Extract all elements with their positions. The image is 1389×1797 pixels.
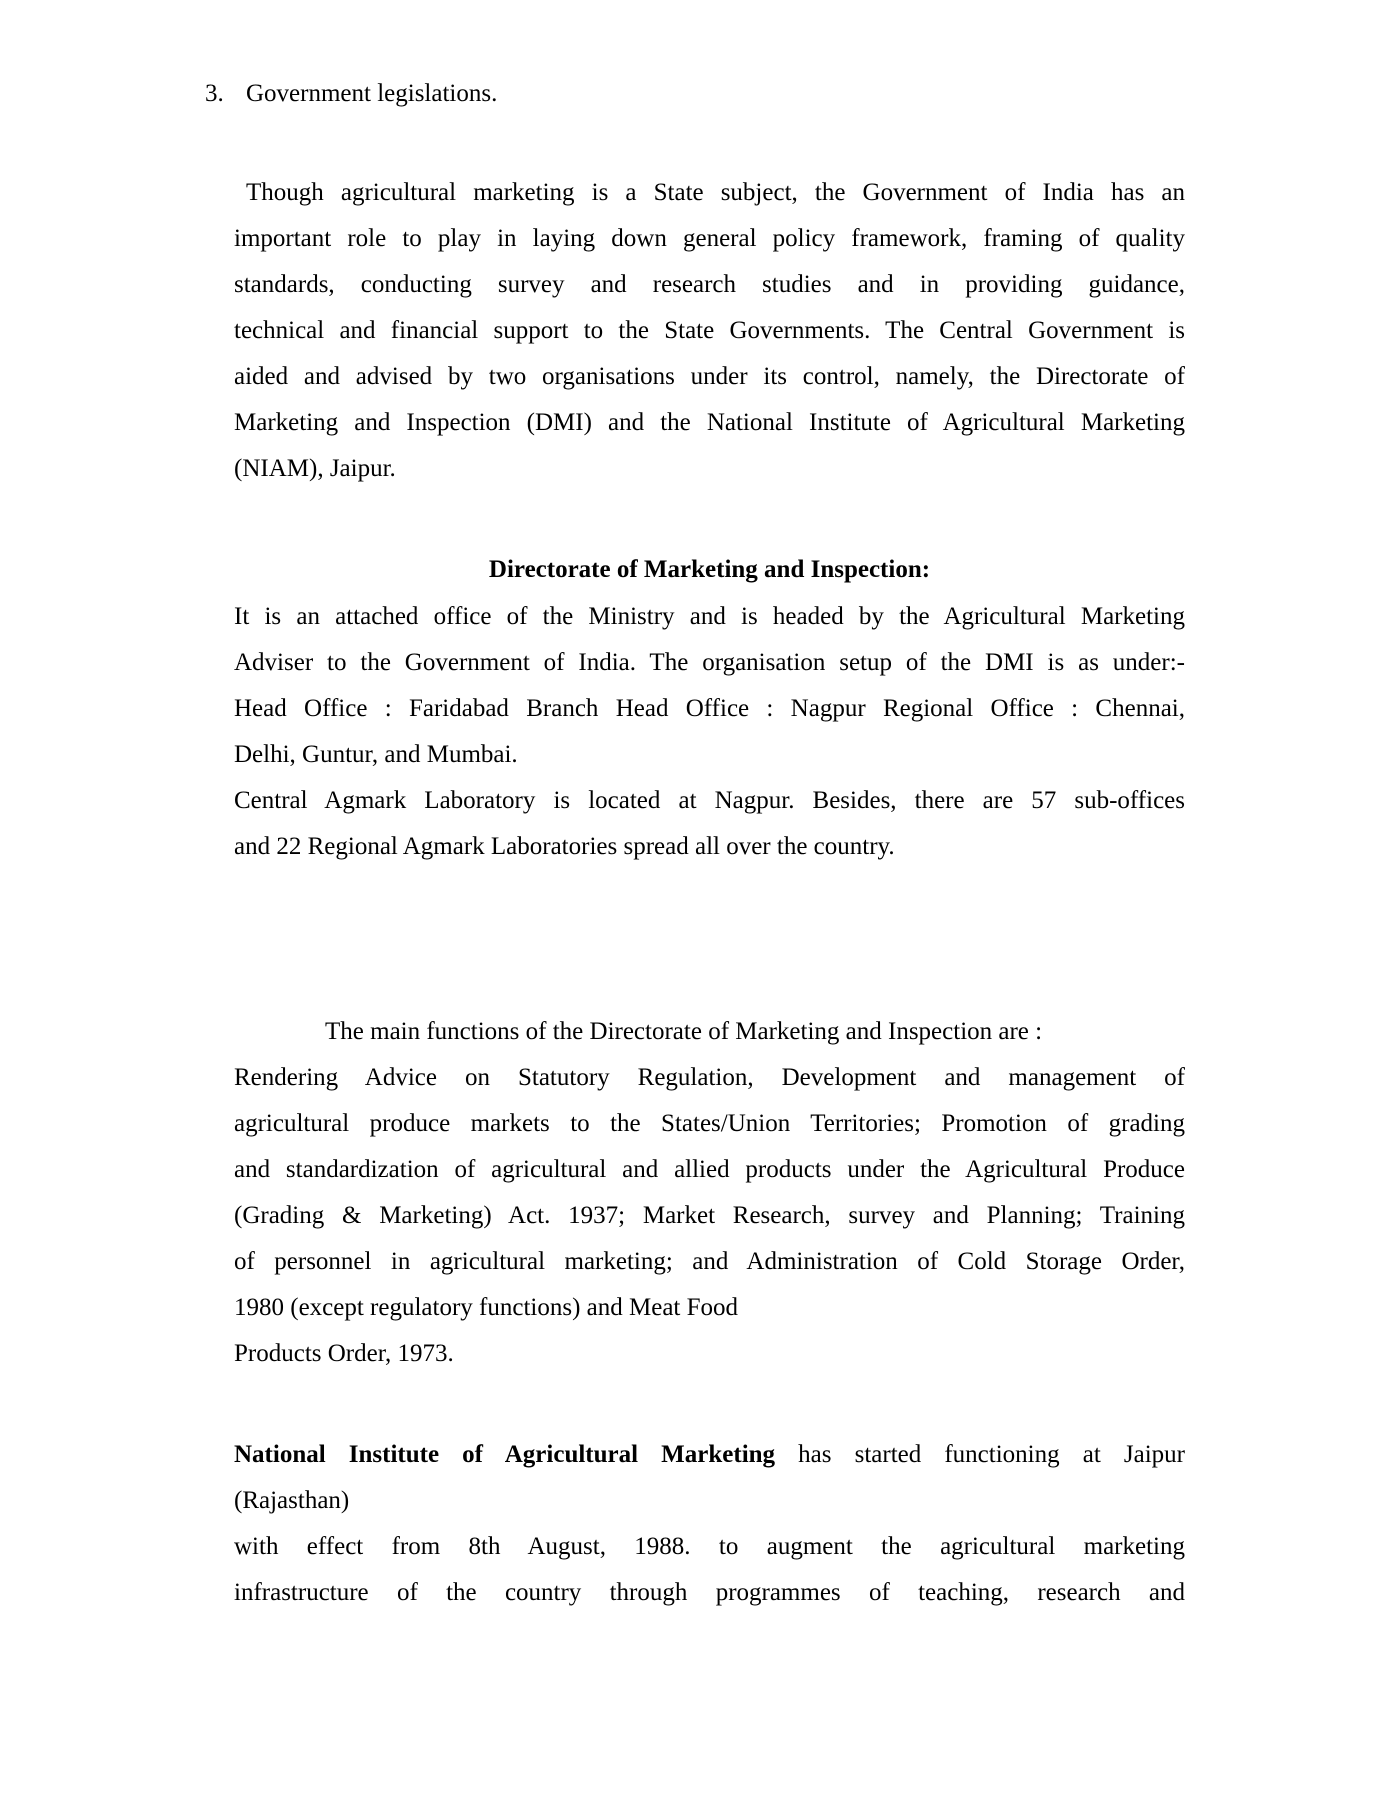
text-line: [234, 640, 1185, 686]
text-run: (NIAM), Jaipur.: [234, 455, 396, 482]
text-line: [234, 308, 1185, 354]
text-line: [234, 1239, 1185, 1285]
text-line: [234, 686, 1185, 732]
text-line: [234, 216, 1185, 262]
text-line: [234, 1101, 1185, 1147]
text-run: Head Office : Faridabad Branch Head Office : Nagpur Regional Office : Chennai,: [234, 695, 1185, 722]
text-run: 1980 (except regulatory functions) and Meat Food: [234, 1294, 739, 1321]
text-line: [234, 824, 1185, 870]
text-run: Products Order, 1973.: [234, 1340, 454, 1367]
text-run: Adviser to the Government of India. The organisation setup of the DMI is as under:-: [234, 649, 1185, 676]
text-line: [234, 1478, 1185, 1524]
document-content: [205, 0, 1185, 1616]
text-run: Though agricultural marketing is a State subject, the Government of India has an: [246, 179, 1185, 206]
text-run: The main functions of the Directorate of Marketing and Inspection are :: [325, 1018, 1043, 1045]
text-run: important role to play in laying down general policy framework, framing of quality: [234, 225, 1185, 252]
text-run: Rendering Advice on Statutory Regulation, Development and management of: [234, 1064, 1185, 1091]
text-run: of personnel in agricultural marketing; and Administration of Cold Storage Order,: [234, 1248, 1185, 1275]
heading-dmi: Directorate of Marketing and Inspection:: [488, 556, 931, 583]
text-line: [234, 354, 1185, 400]
text-run: standards, conducting survey and research studies and in providing guidance,: [234, 271, 1185, 298]
document-blocks: [234, 170, 1185, 1616]
text-line: [234, 1009, 1185, 1055]
text-line: [234, 262, 1185, 308]
section-title: Government legislations.: [246, 80, 498, 107]
text-line: [234, 1331, 1185, 1377]
text-run: Central Agmark Laboratory is located at Nagpur. Besides, there are 57 sub-offices: [234, 787, 1185, 814]
text-line: [234, 1055, 1185, 1101]
para-intro: [234, 170, 1185, 492]
section-heading: [205, 71, 1185, 117]
para-niam: [234, 1432, 1185, 1616]
text-run: has started functioning at Jaipur: [775, 1441, 1185, 1468]
para-functions: [234, 1009, 1185, 1377]
text-line: [234, 1570, 1185, 1616]
text-run: and standardization of agricultural and allied products under the Agricultural Produce: [234, 1156, 1185, 1183]
text-run: agricultural produce markets to the States/Union Territories; Promotion of grading: [234, 1110, 1185, 1137]
text-line: [234, 732, 1185, 778]
text-line: [234, 1285, 1185, 1331]
text-run: (Grading & Marketing) Act. 1937; Market Research, survey and Planning; Training: [234, 1202, 1185, 1229]
text-line: [234, 170, 1185, 216]
text-line: [234, 594, 1185, 640]
text-run: with effect from 8th August, 1988. to augment the agricultural marketing: [234, 1533, 1185, 1560]
section-number: 3.: [205, 80, 224, 107]
text-line: [234, 1193, 1185, 1239]
text-line: [234, 400, 1185, 446]
text-run: It is an attached office of the Ministry and is headed by the Agricultural Marketing: [234, 603, 1185, 630]
text-line: [234, 778, 1185, 824]
text-line: [234, 1432, 1185, 1478]
text-run: infrastructure of the country through programmes of teaching, research and: [234, 1579, 1185, 1606]
text-run: Delhi, Guntur, and Mumbai.: [234, 741, 518, 768]
text-line: [234, 1147, 1185, 1193]
text-run: and 22 Regional Agmark Laboratories spread all over the country.: [234, 833, 895, 860]
text-run: (Rajasthan): [234, 1487, 350, 1514]
text-run: technical and financial support to the State Governments. The Central Government is: [234, 317, 1185, 344]
text-line: [234, 446, 1185, 492]
para-agmark: [234, 778, 1185, 870]
para-dmi: [234, 594, 1185, 778]
text-run: aided and advised by two organisations under its control, namely, the Directorate of: [234, 363, 1185, 390]
text-line: [234, 1524, 1185, 1570]
text-run: Marketing and Inspection (DMI) and the National Institute of Agricultural Marketing: [234, 409, 1185, 436]
bold-text-run: National Institute of Agricultural Marketing: [234, 1441, 776, 1468]
